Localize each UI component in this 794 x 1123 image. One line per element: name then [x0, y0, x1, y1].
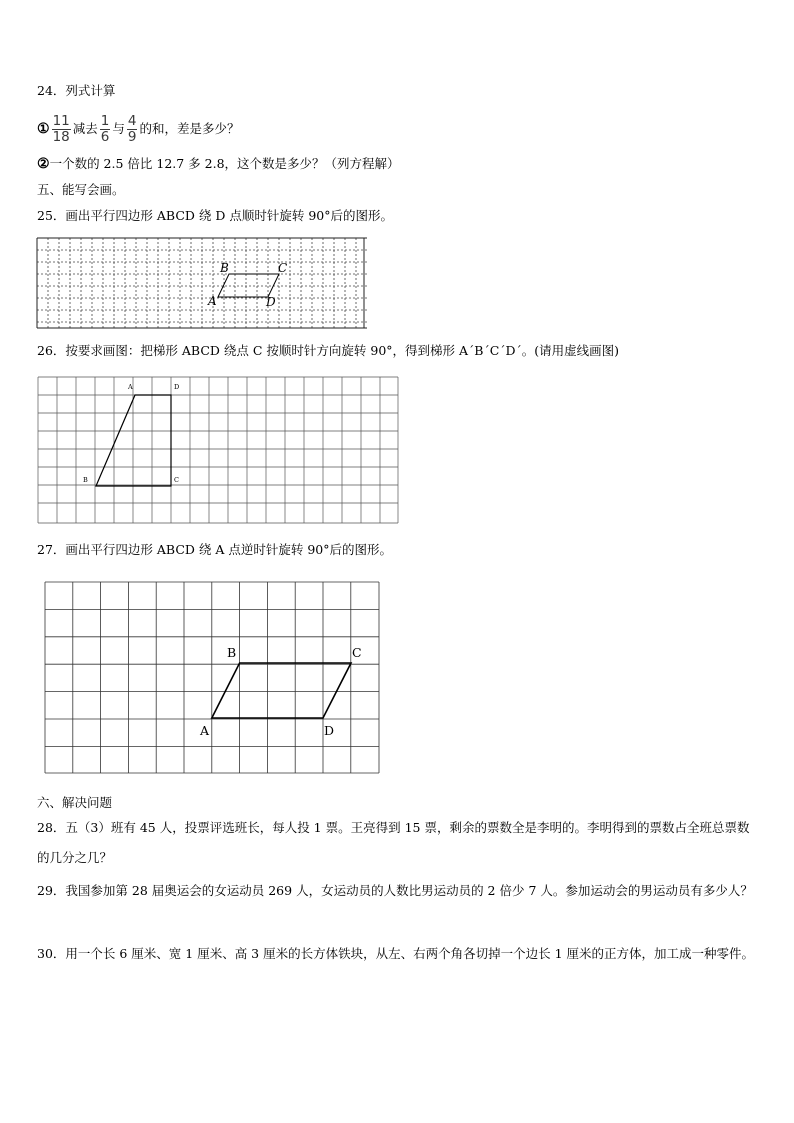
- q25-parallelogram: [218, 274, 279, 297]
- q25-label-c: C: [278, 261, 288, 275]
- q30-text: 30．用一个长 6 厘米、宽 1 厘米、高 3 厘米的长方体铁块，从左、右两个角各切掉一个边长 1 厘米的正方体，加工成一种零件。: [37, 946, 755, 961]
- q26-trapezoid: [96, 395, 171, 486]
- circled-2-marker: ②: [37, 156, 50, 172]
- q26-grid: [38, 377, 398, 523]
- q27-grid: [45, 582, 379, 773]
- q25-label-b: B: [220, 261, 229, 275]
- fraction-1-6: [100, 114, 111, 145]
- q25-label-d: D: [266, 295, 276, 309]
- q25-text: 25．画出平行四边形 ABCD 绕 D 点顺时针旋转 90°后的图形。: [37, 208, 393, 223]
- circled-1-marker: ①: [37, 121, 50, 137]
- q24-text-b: 与: [112, 121, 125, 136]
- q26-label-d: D: [174, 383, 180, 391]
- q26-grid-figure: [38, 377, 399, 524]
- q24-text-c: 的和，差是多少？: [139, 121, 240, 136]
- q26-text: 26．按要求画图：把梯形 ABCD 绕点 C 按顺时针方向旋转 90°，得到梯形 A´B´C´D´。(请用虚线画图): [37, 343, 620, 358]
- q27-label-d: D: [324, 723, 335, 738]
- q27-label-c: C: [352, 645, 362, 660]
- q27-label-b: B: [227, 645, 237, 660]
- q26-label-b: B: [83, 476, 88, 484]
- fraction-denominator: 9: [127, 128, 137, 145]
- fraction-4-9: [127, 114, 138, 145]
- q26-label-c: C: [174, 476, 179, 484]
- fraction-numerator: 1: [100, 112, 110, 129]
- q29-text: 29．我国参加第 28 届奥运会的女运动员 269 人，女运动员的人数比男运动员的 2 倍少 7 人。参加运动会的男运动员有多少人？: [37, 883, 753, 898]
- section-6-heading: 六、解决问题: [37, 795, 113, 810]
- q27-label-a: A: [200, 723, 210, 738]
- q27-parallelogram: [212, 663, 351, 718]
- fraction-numerator: 11: [52, 112, 70, 129]
- q24-text-a: 减去: [72, 121, 98, 136]
- q27-text: 27．画出平行四边形 ABCD 绕 A 点逆时针旋转 90°后的图形。: [37, 542, 392, 557]
- q25-grid-figure: [37, 238, 367, 330]
- q26-label-a: A: [128, 383, 133, 391]
- fraction-denominator: 18: [52, 128, 70, 145]
- q28-text: 28．五（3）班有 45 人，投票评选班长，每人投 1 票。王亮得到 15 票，剩余的票数全是李明的。李明得到的票数占全班总票数的几分之几？: [37, 820, 750, 865]
- q24-part2-text: 一个数的 2.5 倍比 12.7 多 2.8，这个数是多少？（列方程解）: [49, 156, 400, 171]
- q25-label-a: A: [208, 294, 217, 308]
- q24-title: 24．列式计算: [37, 83, 116, 98]
- section-5-heading: 五、能写会画。: [37, 182, 125, 197]
- q24-part2: [37, 156, 400, 172]
- q27-grid-figure: [44, 581, 381, 775]
- q24-part1: [37, 110, 239, 148]
- fraction-11-18: [52, 114, 71, 145]
- fraction-denominator: 6: [100, 128, 110, 145]
- q25-dashed-grid: [37, 238, 367, 328]
- fraction-numerator: 4: [127, 112, 137, 129]
